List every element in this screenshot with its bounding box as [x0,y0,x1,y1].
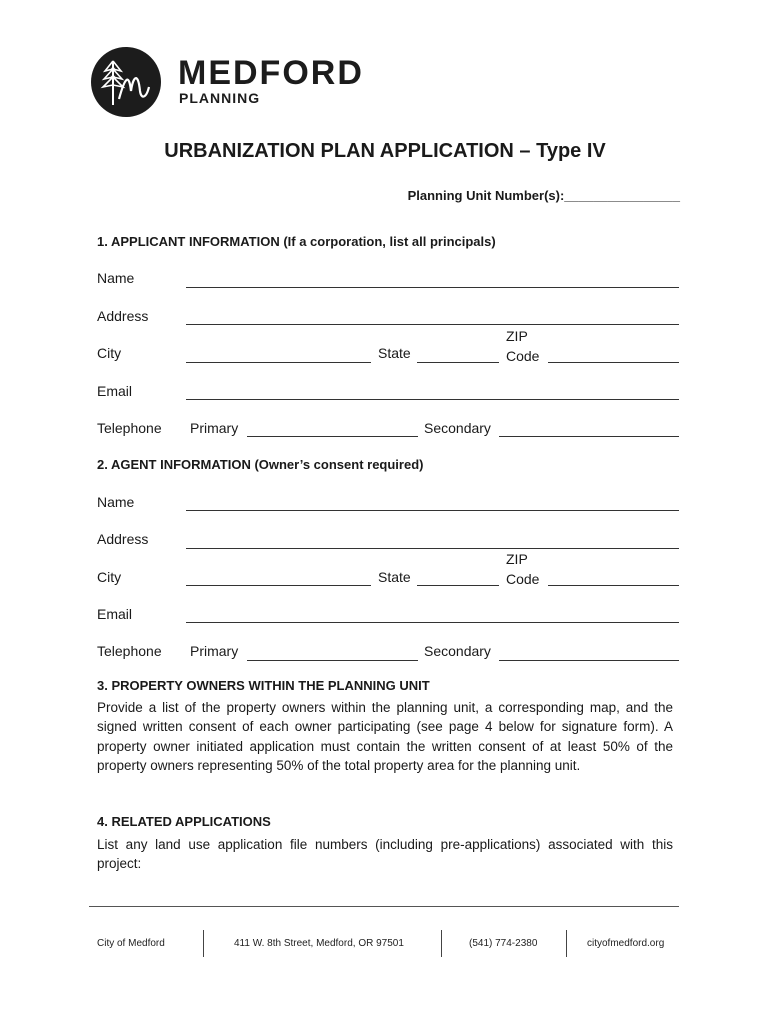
applicant-email-label: Email [97,383,133,399]
applicant-name-field[interactable] [186,287,679,288]
footer-separator [566,930,567,957]
agent-city-field[interactable] [186,585,371,586]
footer-divider [89,906,679,907]
agent-primary-phone-field[interactable] [247,660,418,661]
section-2-heading: 2. AGENT INFORMATION (Owner’s consent required) [97,457,424,472]
applicant-address-field[interactable] [186,324,679,325]
footer-separator [441,930,442,957]
agent-address-label: Address [97,531,149,547]
applicant-email-field[interactable] [186,399,679,400]
footer-website[interactable]: cityofmedford.org [587,938,665,949]
agent-secondary-label: Secondary [424,643,491,659]
footer-city: City of Medford [97,938,165,949]
section-4-body: List any land use application file numbers (including pre-applications) associated with this project: [97,837,673,872]
applicant-state-field[interactable] [417,362,499,363]
agent-secondary-phone-field[interactable] [499,660,679,661]
medford-logo-icon [91,47,161,117]
section-4-heading: 4. RELATED APPLICATIONS [97,814,271,829]
agent-state-field[interactable] [417,585,499,586]
agent-zip-field[interactable] [548,585,679,586]
applicant-code-label: Code [506,348,540,364]
section-3-body: Provide a list of the property owners within the planning unit, a corresponding map, and the signed written consent of each owner participating (see page 4 below for signature form). A property owner initiated application must contain the written consent of at least 50% of the property owners representing 50% of the total property area for the planning unit. [97,700,673,774]
agent-name-label: Name [97,494,135,510]
agent-city-label: City [97,569,122,585]
applicant-city-label: City [97,345,122,361]
agent-telephone-label: Telephone [97,643,162,659]
applicant-state-label: State [378,345,411,361]
footer-address: 411 W. 8th Street, Medford, OR 97501 [234,938,404,949]
section-3-heading: 3. PROPERTY OWNERS WITHIN THE PLANNING UNIT [97,678,430,693]
section-1-heading: 1. APPLICANT INFORMATION (If a corporation, list all principals) [97,234,496,249]
applicant-primary-label: Primary [190,420,239,436]
agent-code-label: Code [506,571,540,587]
planning-unit-field[interactable]: Planning Unit Number(s):________________ [407,188,680,203]
footer-phone: (541) 774-2380 [469,938,538,949]
agent-address-field[interactable] [186,548,679,549]
applicant-zip-label: ZIP [506,328,528,344]
applicant-zip-field[interactable] [548,362,679,363]
agent-state-label: State [378,569,411,585]
applicant-secondary-phone-field[interactable] [499,436,679,437]
agent-name-field[interactable] [186,510,679,511]
agent-primary-label: Primary [190,643,239,659]
brand-subtitle: PLANNING [179,90,261,106]
applicant-secondary-label: Secondary [424,420,491,436]
applicant-telephone-label: Telephone [97,420,162,436]
agent-email-label: Email [97,606,133,622]
agent-zip-label: ZIP [506,551,528,567]
applicant-city-field[interactable] [186,362,371,363]
page-title: URBANIZATION PLAN APPLICATION – Type IV [164,140,606,162]
footer-separator [203,930,204,957]
brand-name: MEDFORD [178,54,364,92]
agent-email-field[interactable] [186,622,679,623]
applicant-address-label: Address [97,308,149,324]
applicant-primary-phone-field[interactable] [247,436,418,437]
applicant-name-label: Name [97,270,135,286]
